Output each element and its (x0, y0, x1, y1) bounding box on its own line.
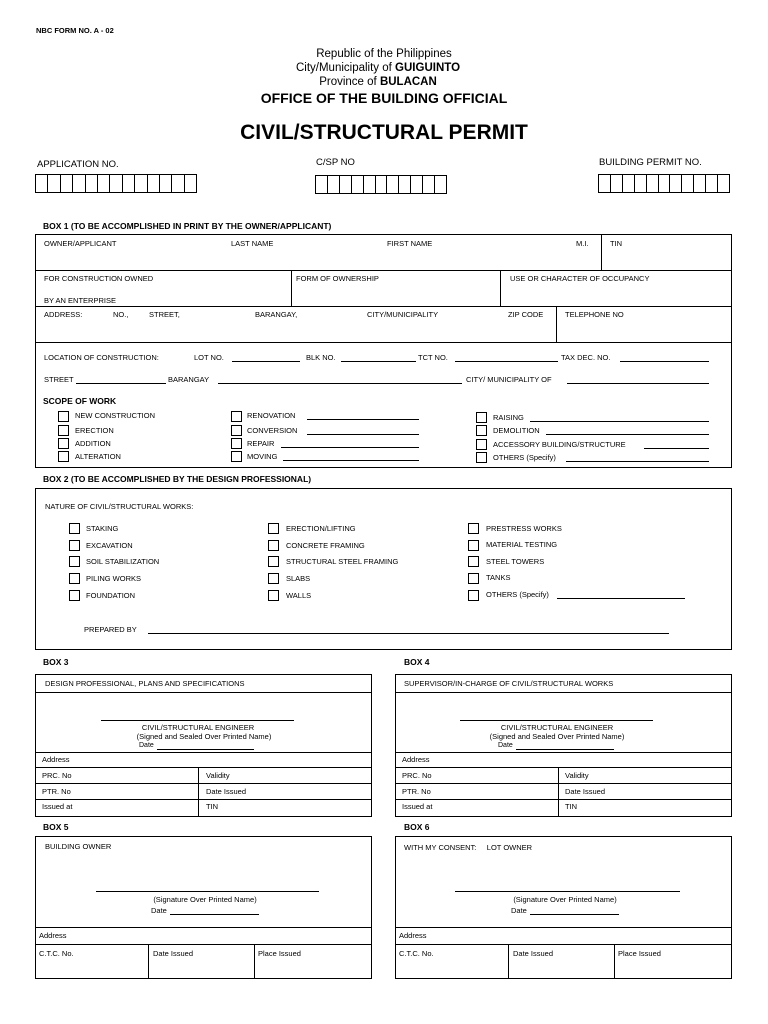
scope-label: RENOVATION (247, 411, 296, 420)
scope-label: OTHERS (Specify) (493, 453, 556, 462)
repair-line[interactable] (281, 447, 419, 448)
address-barangay-label: BARANGAY, (255, 310, 298, 319)
city-line (296, 62, 460, 74)
box3-label: BOX 3 (43, 657, 69, 667)
box5 (35, 836, 372, 979)
box5-date-issued: Date Issued (153, 949, 194, 958)
work-label: OTHERS (Specify) (486, 590, 549, 599)
work-label: CONCRETE FRAMING (286, 541, 365, 550)
office-title: OFFICE OF THE BUILDING OFFICIAL (260, 90, 508, 106)
box4-issued-at: Issued at (402, 802, 433, 811)
scope-label: ACCESSORY BUILDING/STRUCTURE (493, 440, 626, 449)
box3-divider (35, 692, 372, 693)
application-no-field[interactable] (35, 174, 197, 193)
first-name-label: FIRST NAME (387, 239, 433, 248)
prepared-by-label: PREPARED BY (84, 625, 137, 634)
box5-signature: (Signature Over Printed Name) (153, 895, 257, 904)
checkbox-structural-steel-framing[interactable] (268, 556, 279, 567)
checkbox-addition[interactable] (58, 438, 69, 449)
box5-divider (35, 944, 372, 945)
lot-no-label: LOT NO. (194, 353, 224, 362)
work-label: ERECTION/LIFTING (286, 524, 356, 533)
by-enterprise-label: BY AN ENTERPRISE (44, 296, 116, 305)
work-label: STRUCTURAL STEEL FRAMING (286, 557, 399, 566)
box4-tin: TIN (565, 802, 578, 811)
checkbox-concrete-framing[interactable] (268, 540, 279, 551)
box4-date-label: Date (498, 742, 513, 749)
checkbox-tanks[interactable] (468, 573, 479, 584)
address-label: ADDRESS: (44, 310, 83, 319)
box3-divider (35, 783, 372, 784)
box3-signed: (Signed and Sealed Over Printed Name) (136, 732, 272, 741)
box1-divider (35, 270, 732, 271)
box5-place-issued: Place Issued (258, 949, 301, 958)
box4-heading: SUPERVISOR/IN-CHARGE OF CIVIL/STRUCTURAL WORKS (404, 679, 614, 688)
checkbox-prestress-works[interactable] (468, 523, 479, 534)
accessory-line[interactable] (644, 448, 709, 449)
checkbox-erection[interactable] (58, 425, 69, 436)
box3-signature-line[interactable] (101, 720, 294, 721)
city-of-label: CITY/ MUNICIPALITY OF (466, 375, 552, 384)
box6-place-issued: Place Issued (618, 949, 661, 958)
box3-prc: PRC. No (42, 771, 72, 780)
conversion-line[interactable] (307, 434, 419, 435)
address-street-label: STREET, (149, 310, 180, 319)
scope-label: MOVING (247, 452, 278, 461)
construction-owned-label: FOR CONSTRUCTION OWNED (44, 274, 154, 283)
csp-no-field[interactable] (315, 175, 447, 194)
box2-title: BOX 2 (TO BE ACCOMPLISHED BY THE DESIGN PROFESSIONAL) (43, 474, 312, 484)
scope-label: CONVERSION (247, 426, 298, 435)
scope-label: ERECTION (75, 426, 114, 435)
box6-divider (395, 944, 732, 945)
box5-divider (35, 927, 372, 928)
street-field[interactable] (76, 383, 166, 384)
checkbox-others[interactable] (476, 452, 487, 463)
application-no-label: APPLICATION NO. (37, 159, 119, 170)
checkbox-repair[interactable] (231, 438, 242, 449)
box4-divider (395, 752, 732, 753)
box1-divider (35, 306, 732, 307)
nature-label: NATURE OF CIVIL/STRUCTURAL WORKS: (45, 502, 194, 511)
province-label: Province of (319, 76, 377, 88)
box3-engineer: CIVIL/STRUCTURAL ENGINEER (141, 723, 255, 732)
box6-address: Address (399, 931, 427, 940)
work-label: TANKS (486, 573, 511, 582)
box4-prc: PRC. No (402, 771, 432, 780)
work-label: SLABS (286, 574, 311, 583)
work-label: WALLS (286, 591, 312, 600)
box6-divider (614, 944, 615, 979)
city-value: GUIGUINTO (395, 62, 461, 74)
box3-date-issued: Date Issued (206, 787, 247, 796)
box3-address: Address (42, 755, 70, 764)
building-permit-no-label: BUILDING PERMIT NO. (599, 157, 702, 168)
raising-line[interactable] (530, 421, 709, 422)
box4-date-field[interactable] (516, 749, 614, 750)
tct-no-label: TCT NO. (418, 353, 448, 362)
work-label: PILING WORKS (86, 574, 142, 583)
checkbox-demolition[interactable] (476, 425, 487, 436)
box3-issued-at: Issued at (42, 802, 73, 811)
checkbox-slabs[interactable] (268, 573, 279, 584)
box5-date-label: Date (151, 906, 167, 915)
box5-address: Address (39, 931, 67, 940)
page-title: CIVIL/STRUCTURAL PERMIT (240, 121, 528, 144)
box3-divider (35, 767, 372, 768)
box6-heading: WITH MY CONSENT: LOT OWNER (404, 843, 533, 852)
box3-divider (198, 767, 199, 817)
box1-divider (35, 342, 732, 343)
box4-divider (395, 767, 732, 768)
box4-signature-line[interactable] (460, 720, 653, 721)
scope-label: ADDITION (75, 439, 111, 448)
box4-divider (395, 783, 732, 784)
box1-divider (291, 270, 292, 306)
checkbox-erection-lifting[interactable] (268, 523, 279, 534)
box4-signed: (Signed and Sealed Over Printed Name) (489, 732, 625, 741)
box6-ctc: C.T.C. No. (399, 949, 434, 958)
use-occupancy-label: USE OR CHARACTER OF OCCUPANCY (510, 274, 650, 283)
box3-validity: Validity (206, 771, 230, 780)
blk-no-label: BLK NO. (306, 353, 336, 362)
checkbox-staking[interactable] (69, 523, 80, 534)
work-label: PRESTRESS WORKS (486, 524, 562, 533)
csp-no-label: C/SP NO (316, 157, 355, 168)
checkbox-steel-towers[interactable] (468, 556, 479, 567)
box3-divider (35, 752, 372, 753)
tax-dec-field[interactable] (620, 361, 709, 362)
box5-signature-line[interactable] (96, 891, 319, 892)
box6-signature: (Signature Over Printed Name) (513, 895, 617, 904)
tct-no-field[interactable] (455, 361, 558, 362)
location-label: LOCATION OF CONSTRUCTION: (44, 353, 159, 362)
checkbox-piling-works[interactable] (69, 573, 80, 584)
address-city-label: CITY/MUNICIPALITY (367, 310, 439, 319)
last-name-label: LAST NAME (231, 239, 274, 248)
checkbox-excavation[interactable] (69, 540, 80, 551)
republic-line: Republic of the Philippines (316, 48, 452, 60)
work-label: MATERIAL TESTING (486, 540, 558, 549)
others-line[interactable] (566, 461, 709, 462)
work-label: STAKING (86, 524, 119, 533)
form-number: NBC FORM NO. A - 02 (36, 26, 114, 35)
box3 (35, 674, 372, 817)
box6-date-issued: Date Issued (513, 949, 554, 958)
renovation-line[interactable] (307, 419, 419, 420)
address-no-label: NO., (113, 310, 129, 319)
street-label: STREET (44, 375, 74, 384)
checkbox-accessory[interactable] (476, 439, 487, 450)
scope-label: RAISING (493, 413, 524, 422)
scope-label: NEW CONSTRUCTION (75, 411, 155, 420)
form-ownership-label: FORM OF OWNERSHIP (296, 274, 379, 283)
checkbox-walls[interactable] (268, 590, 279, 601)
zip-code-label: ZIP CODE (508, 310, 544, 319)
box6-divider (395, 927, 732, 928)
work-label: EXCAVATION (86, 541, 133, 550)
box6-label: BOX 6 (404, 822, 430, 832)
moving-line[interactable] (283, 460, 419, 461)
province-line (319, 76, 437, 88)
checkbox-raising[interactable] (476, 412, 487, 423)
box5-date-field[interactable] (170, 914, 259, 915)
box4-divider (558, 767, 559, 817)
box4-divider (395, 799, 732, 800)
building-permit-no-field[interactable] (598, 174, 730, 193)
box4 (395, 674, 732, 817)
checkbox-conversion[interactable] (231, 425, 242, 436)
box6-divider (508, 944, 509, 979)
checkbox-soil-stabilization[interactable] (69, 556, 80, 567)
box4-engineer: CIVIL/STRUCTURAL ENGINEER (500, 723, 614, 732)
telephone-label: TELEPHONE NO (565, 310, 624, 319)
box1-divider (556, 306, 557, 342)
box5-divider (254, 944, 255, 979)
checkbox-material-testing[interactable] (468, 540, 479, 551)
work-label: STEEL TOWERS (486, 557, 545, 566)
barangay-field[interactable] (218, 383, 462, 384)
box3-ptr: PTR. No (42, 787, 71, 796)
box5-ctc: C.T.C. No. (39, 949, 74, 958)
box1-title: BOX 1 (TO BE ACCOMPLISHED IN PRINT BY THE OWNER/APPLICANT) (43, 221, 332, 231)
box5-heading: BUILDING OWNER (45, 842, 112, 851)
box3-date-field[interactable] (157, 749, 254, 750)
box4-label: BOX 4 (404, 657, 430, 667)
others-works-line[interactable] (557, 598, 685, 599)
province-value: BULACAN (379, 76, 437, 88)
work-label: SOIL STABILIZATION (86, 557, 160, 566)
checkbox-renovation[interactable] (231, 411, 242, 422)
work-label: FOUNDATION (86, 591, 136, 600)
prepared-by-field[interactable] (148, 633, 669, 634)
checkbox-others-works[interactable] (468, 590, 479, 601)
box1-divider (601, 234, 602, 270)
box3-heading: DESIGN PROFESSIONAL, PLANS AND SPECIFICATIONS (45, 679, 245, 688)
lot-no-field[interactable] (232, 361, 300, 362)
box6-signature-line[interactable] (455, 891, 680, 892)
demolition-line[interactable] (546, 434, 709, 435)
scope-label: ALTERATION (75, 452, 121, 461)
box3-date-label: Date (139, 742, 154, 749)
box5-divider (148, 944, 149, 979)
blk-no-field[interactable] (341, 361, 416, 362)
box2 (35, 488, 732, 650)
box4-date-issued: Date Issued (565, 787, 606, 796)
box6-date-field[interactable] (530, 914, 619, 915)
box3-divider (35, 799, 372, 800)
scope-label: REPAIR (247, 439, 275, 448)
scope-label: DEMOLITION (493, 426, 540, 435)
box4-address: Address (402, 755, 430, 764)
city-label: City/Municipality of (295, 62, 392, 74)
barangay-label: BARANGAY (168, 375, 210, 384)
box4-ptr: PTR. No (402, 787, 431, 796)
tin-label: TIN (610, 239, 623, 248)
box3-tin: TIN (206, 802, 219, 811)
box6 (395, 836, 732, 979)
tax-dec-label: TAX DEC. NO. (561, 353, 611, 362)
box6-date-label: Date (511, 906, 527, 915)
box4-validity: Validity (565, 771, 589, 780)
city-of-field[interactable] (567, 383, 709, 384)
box5-label: BOX 5 (43, 822, 69, 832)
box1-divider (500, 270, 501, 306)
owner-applicant-label: OWNER/APPLICANT (44, 239, 117, 248)
checkbox-foundation[interactable] (69, 590, 80, 601)
checkbox-alteration[interactable] (58, 451, 69, 462)
mi-label: M.I. (576, 239, 589, 248)
box4-divider (395, 692, 732, 693)
checkbox-moving[interactable] (231, 451, 242, 462)
checkbox-new-construction[interactable] (58, 411, 69, 422)
scope-of-work-title: SCOPE OF WORK (43, 396, 117, 406)
